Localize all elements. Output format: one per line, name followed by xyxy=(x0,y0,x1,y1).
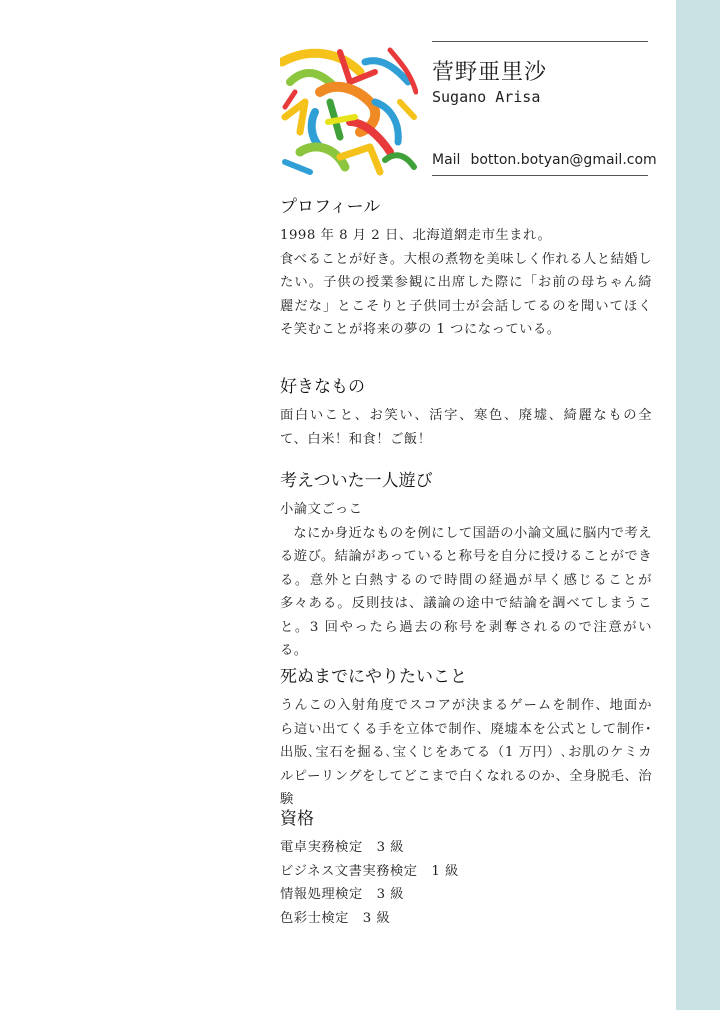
mail-address[interactable]: botton.botyan@gmail.com xyxy=(470,152,657,168)
list-item: 電卓実務検定 3 級 xyxy=(280,840,405,855)
header-rule-top xyxy=(432,41,648,42)
likes-body: 面白いこと、お笑い、活字、寒色、廃墟、綺麗なもの全て、白米！和食！ご飯！ xyxy=(280,408,652,447)
name-japanese: 菅野亜里沙 xyxy=(432,60,548,85)
game-subtitle: 小論文ごっこ xyxy=(280,502,363,517)
mail-label: Mail xyxy=(432,152,461,168)
qualifications-list xyxy=(280,836,652,930)
profile-birth: 1998 年 8 月 2 日、北海道網走市生まれ。 xyxy=(280,228,552,243)
list-item: 情報処理検定 3 級 xyxy=(280,887,405,902)
profile-artwork xyxy=(280,42,418,177)
qualifications-section xyxy=(280,808,652,930)
side-color-band xyxy=(676,0,720,1010)
game-body: なにか身近なものを例にして国語の小論文風に脳内で考える遊び。結論があっていると称号を自分に授けることができる。意外と白熱するので時間の経過が早く感じることが多々ある。反則技は、議論の途中で結論を調べてしまうこと。3 回やったら過去の称号を剥奪されるので注意がいる。 xyxy=(280,525,653,658)
profile-heading: プロフィール xyxy=(280,197,381,217)
qualifications-heading: 資格 xyxy=(280,809,314,829)
mail-line xyxy=(432,152,657,168)
profile-section xyxy=(280,196,652,376)
header-rule-bottom xyxy=(432,175,648,176)
abstract-art-icon xyxy=(280,42,418,177)
bucket-body: うんこの入射角度でスコアが決まるゲームを制作、地面から這い出てくる手を立体で制作、廃墟本を公式として制作･出版､宝石を掘る､宝くじをあてる（1 万円）､お肌のケミカルピーリングをしてどこまで白くなれるのか、全身脱毛、治験 xyxy=(280,698,652,807)
likes-section xyxy=(280,376,652,470)
name-english: Sugano Arisa xyxy=(432,88,541,106)
bucket-section xyxy=(280,666,652,808)
profile-body: 食べることが好き。大根の煮物を美味しく作れる人と結婚したい。子供の授業参観に出席した際に「お前の母ちゃん綺麗だな」とこそりと子供同士が会話してるのを聞いてほくそ笑むことが将来の夢の 1 つになっている。 xyxy=(280,251,652,337)
likes-heading: 好きなもの xyxy=(280,377,365,397)
bucket-heading: 死ぬまでにやりたいこと xyxy=(280,667,467,687)
list-item: ビジネス文書実務検定 1 級 xyxy=(280,863,459,879)
game-section xyxy=(280,470,652,666)
resume-content xyxy=(280,196,652,930)
game-heading: 考えついた一人遊び xyxy=(280,471,433,491)
list-item: 色彩士検定 3 級 xyxy=(280,910,391,926)
